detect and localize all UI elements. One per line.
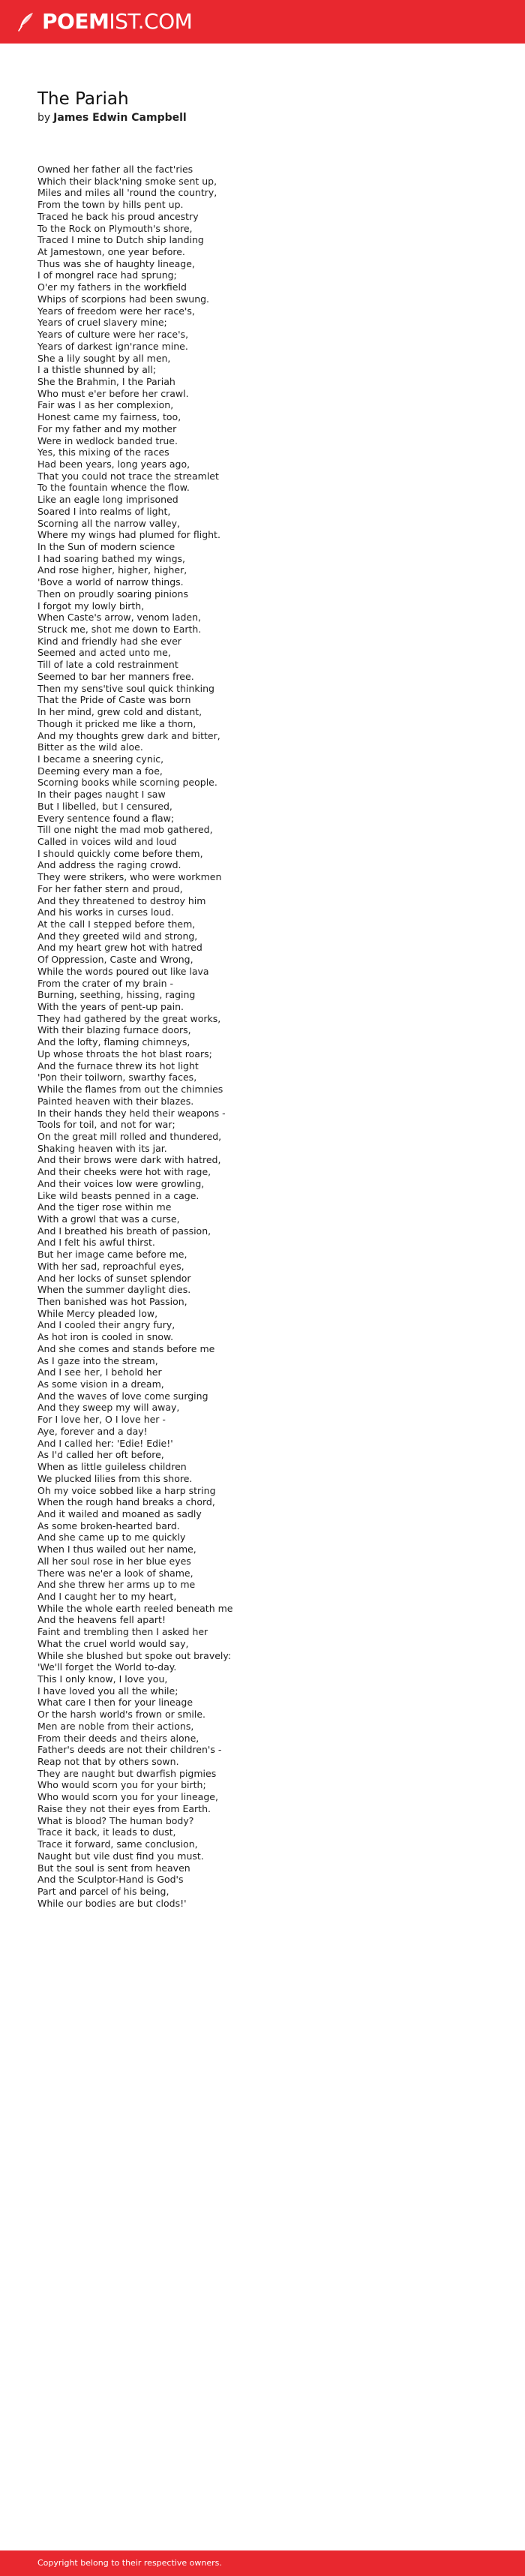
poem-line: I forgot my lowly birth, xyxy=(38,600,145,612)
poem-line: Raise they not their eyes from Earth. xyxy=(38,1802,211,1814)
poem-line: Seemed to bar her manners free. xyxy=(38,670,194,682)
poem-line: And the heavens fell apart! xyxy=(38,1614,166,1626)
poem-line: Then on proudly soaring pinions xyxy=(38,588,188,600)
poem-line: Where my wings had plumed for flight. xyxy=(38,529,220,541)
poem-line: And the furnace threw its hot light xyxy=(38,1060,199,1072)
poem-line: Scorning all the narrow valley, xyxy=(38,517,180,529)
poem-line: While the flames from out the chimnies xyxy=(38,1084,224,1096)
poem-line: Called in voices wild and loud xyxy=(38,835,177,847)
poem-line: Tools for toil, and not for war; xyxy=(38,1119,176,1131)
poem-line: Years of cruel slavery mine; xyxy=(38,317,167,329)
poem-line: While the words poured out like lava xyxy=(38,965,209,977)
poem-line: And the tiger rose within me xyxy=(38,1201,172,1213)
poem-line: Trace it forward, same conclusion, xyxy=(38,1838,198,1850)
poem-line: From the crater of my brain - xyxy=(38,977,173,989)
poem-line: Who would scorn you for your birth; xyxy=(38,1779,206,1791)
poem-line: What is blood? The human body? xyxy=(38,1814,194,1826)
poem-line: At the call I stepped before them, xyxy=(38,918,196,930)
poem-line: And her locks of sunset splendor xyxy=(38,1272,191,1284)
poem-line: Thus was she of haughty lineage, xyxy=(38,257,195,269)
poem-line: Kind and friendly had she ever xyxy=(38,635,182,647)
poem-line: I had soaring bathed my wings, xyxy=(38,552,186,564)
poem-line: And their brows were dark with hatred, xyxy=(38,1154,221,1166)
poem-line: Years of culture were her race's, xyxy=(38,329,189,341)
poem-line: I of mongrel race had sprung; xyxy=(38,269,177,281)
poem-line: Reap not that by others sown. xyxy=(38,1756,179,1768)
poem-line: In their pages naught I saw xyxy=(38,789,166,801)
poem-line: Owned her father all the fact'ries xyxy=(38,164,194,175)
site-logo[interactable] xyxy=(15,9,192,35)
poem-line: They are naught but dwarfish pigmies xyxy=(38,1767,217,1779)
poem-line: And address the raging crowd. xyxy=(38,859,182,871)
poem-line: Were in wedlock banded true. xyxy=(38,434,178,446)
poem-line: 'Pon their toilworn, swarthy faces, xyxy=(38,1072,197,1084)
poem-line: Shaking heaven with its jar. xyxy=(38,1142,167,1154)
poem-line: Up whose throats the hot blast roars; xyxy=(38,1048,212,1060)
poem-line: From the town by hills pent up. xyxy=(38,199,184,211)
poem-line: What care I then for your lineage xyxy=(38,1697,194,1709)
poem-line: When Caste's arrow, venom laden, xyxy=(38,612,202,624)
poem-line: When as little guileless children xyxy=(38,1461,187,1473)
poem-line: And their cheeks were hot with rage, xyxy=(38,1166,212,1178)
poem-line: That the Pride of Caste was born xyxy=(38,694,191,706)
poem-line: Though it pricked me like a thorn, xyxy=(38,717,196,729)
poem-line: But her image came before me, xyxy=(38,1249,188,1261)
poem-line: Till of late a cold restrainment xyxy=(38,659,178,671)
poem-line: Till one night the mad mob gathered, xyxy=(38,824,213,836)
author-link[interactable]: James Edwin Campbell xyxy=(53,112,187,124)
poem-line: Then banished was hot Passion, xyxy=(38,1296,188,1307)
logo-bold-text: POEM xyxy=(42,9,110,34)
poem-line: Painted heaven with their blazes. xyxy=(38,1095,194,1107)
poem-line: For I love her, O I love her - xyxy=(38,1414,166,1426)
poem-line: Traced he back his proud ancestry xyxy=(38,210,199,222)
poem-line: As I gaze into the stream, xyxy=(38,1354,158,1366)
poem-line: Father's deeds are not their children's - xyxy=(38,1744,222,1756)
poem-line: Had been years, long years ago, xyxy=(38,458,190,470)
site-footer xyxy=(0,2550,525,2576)
poem-line: And I felt his awful thirst. xyxy=(38,1237,155,1249)
poem-line: As I'd called her oft before, xyxy=(38,1449,164,1461)
poem-line: With the years of pent-up pain. xyxy=(38,1001,184,1013)
logo-light-text: IST.COM xyxy=(109,9,193,34)
poem-line: When the rough hand breaks a chord, xyxy=(38,1496,215,1508)
poem-line: Men are noble from their actions, xyxy=(38,1720,194,1732)
poem-line: Scorning books while scorning people. xyxy=(38,777,218,789)
poem-line: There was ne'er a look of shame, xyxy=(38,1567,194,1579)
poem-line: And the Sculptor-Hand is God's xyxy=(38,1874,184,1886)
poem-line: In the Sun of modern science xyxy=(38,541,176,552)
poem-line: While she blushed but spoke out bravely: xyxy=(38,1649,232,1661)
poem-line: To the fountain whence the flow. xyxy=(38,482,190,494)
poem-line: She a lily sought by all men, xyxy=(38,352,171,364)
poem-line: For her father stern and proud, xyxy=(38,882,183,894)
poem-line: And his works in curses loud. xyxy=(38,906,174,918)
poem-line: They were strikers, who were workmen xyxy=(38,871,222,883)
poem-line: Who would scorn you for your lineage, xyxy=(38,1791,218,1803)
poem-line: But I libelled, but I censured, xyxy=(38,800,172,812)
poem-line: Struck me, shot me down to Earth. xyxy=(38,624,202,636)
poem-line: At Jamestown, one year before. xyxy=(38,246,185,258)
poem-line: Years of darkest ign'rance mine. xyxy=(38,340,188,352)
poem-line: Fair was I as her complexion, xyxy=(38,399,174,411)
poem-line: When I thus wailed out her name, xyxy=(38,1543,196,1556)
poem-byline xyxy=(38,111,187,125)
poem-line: And they threatened to destroy him xyxy=(38,894,206,906)
poem-line: And my heart grew hot with hatred xyxy=(38,942,202,954)
poem-line: And I see her, I behold her xyxy=(38,1366,162,1378)
poem-line: As hot iron is cooled in snow. xyxy=(38,1331,174,1343)
poem-line: All her soul rose in her blue eyes xyxy=(38,1555,191,1567)
poem-line: In their hands they held their weapons - xyxy=(38,1107,226,1119)
site-logo-text xyxy=(42,9,192,35)
poem-line: This I only know, I love you, xyxy=(38,1673,168,1685)
poem-line: Naught but vile dust find you must. xyxy=(38,1850,204,1862)
poem-line: And their voices low were growling, xyxy=(38,1177,205,1189)
poem-line: While Mercy pleaded low, xyxy=(38,1307,158,1319)
poem-line: Trace it back, it leads to dust, xyxy=(38,1826,176,1838)
poem-line: And I called her: 'Edie! Edie!' xyxy=(38,1437,173,1449)
poem-line: And she comes and stands before me xyxy=(38,1342,215,1354)
poem-line: Like an eagle long imprisoned xyxy=(38,494,178,506)
poem-line: Oh my voice sobbed like a harp string xyxy=(38,1484,216,1496)
poem-line: Soared I into realms of light, xyxy=(38,505,171,517)
poem-line: And she came up to me quickly xyxy=(38,1531,186,1543)
poem-line: Who must e'er before her crawl. xyxy=(38,387,189,399)
poem-line: Yes, this mixing of the races xyxy=(38,446,170,458)
poem-line: With a growl that was a curse, xyxy=(38,1213,180,1225)
poem-line: Bitter as the wild aloe. xyxy=(38,741,143,753)
poem-line: Traced I mine to Dutch ship landing xyxy=(38,234,204,246)
poem-line: And they greeted wild and strong, xyxy=(38,930,198,942)
poem-line: Or the harsh world's frown or smile. xyxy=(38,1709,206,1721)
poem-line: And my thoughts grew dark and bitter, xyxy=(38,729,220,741)
poem-line: What the cruel world would say, xyxy=(38,1637,189,1649)
poem-line: Like wild beasts penned in a cage. xyxy=(38,1189,200,1201)
poem-line: To the Rock on Plymouth's shore, xyxy=(38,222,193,234)
site-header xyxy=(0,0,525,44)
poem-line: Then my sens'tive soul quick thinking xyxy=(38,682,214,694)
poem-line: Aye, forever and a day! xyxy=(38,1425,148,1437)
poem-line: O'er my fathers in the workfield xyxy=(38,281,187,293)
poem-line: Which their black'ning smoke sent up, xyxy=(38,175,218,187)
poem-line: As some broken-hearted bard. xyxy=(38,1519,180,1531)
poem-line: I should quickly come before them, xyxy=(38,847,203,859)
poem-line: I have loved you all the while; xyxy=(38,1685,178,1697)
byline-prefix: by xyxy=(38,112,51,124)
poem-line: Of Oppression, Caste and Wrong, xyxy=(38,954,194,966)
poem-title: The Pariah xyxy=(38,89,129,109)
poem-line: Deeming every man a foe, xyxy=(38,765,163,777)
poem-line: With her sad, reproachful eyes, xyxy=(38,1260,184,1272)
poem-line: For my father and my mother xyxy=(38,422,177,434)
poem-line: I a thistle shunned by all; xyxy=(38,364,157,376)
poem-line: And the lofty, flaming chimneys, xyxy=(38,1036,190,1048)
copyright-notice: Copyright belong to their respective owners. xyxy=(38,2558,222,2568)
poem-line: But the soul is sent from heaven xyxy=(38,1862,190,1874)
poem-line: And I caught her to my heart, xyxy=(38,1590,177,1602)
poem-line: Burning, seething, hissing, raging xyxy=(38,989,196,1001)
poem-line: And they sweep my will away, xyxy=(38,1402,180,1414)
poem-line: Honest came my fairness, too, xyxy=(38,411,182,423)
poem-line: As some vision in a dream, xyxy=(38,1378,164,1390)
poem-line: Part and parcel of his being, xyxy=(38,1885,170,1897)
poem-line: And the waves of love come surging xyxy=(38,1390,208,1402)
poem-line: With their blazing furnace doors, xyxy=(38,1024,191,1036)
poem-line: She the Brahmin, I the Pariah xyxy=(38,375,176,387)
poem-line: Miles and miles all 'round the country, xyxy=(38,187,218,199)
poem-line: On the great mill rolled and thundered, xyxy=(38,1130,222,1142)
poem-line: From their deeds and theirs alone, xyxy=(38,1732,200,1744)
poem-line: I became a sneering cynic, xyxy=(38,753,164,765)
poem-line: And rose higher, higher, higher, xyxy=(38,564,188,576)
poem-line: In her mind, grew cold and distant, xyxy=(38,706,202,718)
poem-line: While our bodies are but clods!' xyxy=(38,1897,187,1909)
poem-line: While the whole earth reeled beneath me xyxy=(38,1602,233,1614)
quill-icon xyxy=(15,11,38,33)
poem-line: Every sentence found a flaw; xyxy=(38,812,175,824)
poem-line: And it wailed and moaned as sadly xyxy=(38,1507,202,1519)
poem-line: And I breathed his breath of passion, xyxy=(38,1225,212,1237)
poem-line: When the summer daylight dies. xyxy=(38,1284,191,1296)
poem-body xyxy=(38,164,488,1909)
poem-line: Years of freedom were her race's, xyxy=(38,305,195,317)
poem-line: Faint and trembling then I asked her xyxy=(38,1626,208,1638)
poem-line: That you could not trace the streamlet xyxy=(38,470,219,482)
poem-line: 'Bove a world of narrow things. xyxy=(38,576,184,588)
poem-line: And she threw her arms up to me xyxy=(38,1579,196,1591)
poem-line: 'We'll forget the World to-day. xyxy=(38,1661,177,1673)
poem-line: We plucked lilies from this shore. xyxy=(38,1472,193,1484)
poem-line: Whips of scorpions had been swung. xyxy=(38,293,210,305)
poem-line: Seemed and acted unto me, xyxy=(38,647,171,659)
poem-line: And I cooled their angry fury, xyxy=(38,1319,176,1331)
poem-line: They had gathered by the great works, xyxy=(38,1012,221,1024)
